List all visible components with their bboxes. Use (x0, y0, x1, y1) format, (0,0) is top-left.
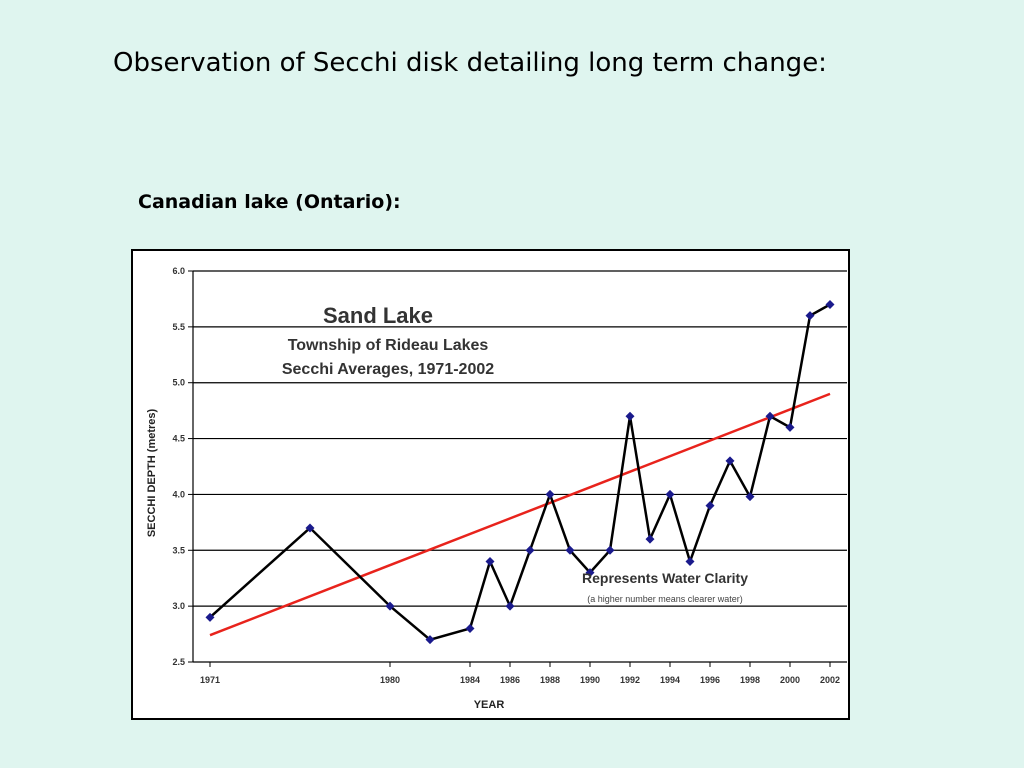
series-line (210, 305, 830, 640)
x-tick-label: 2000 (779, 675, 801, 685)
annotation (582, 570, 748, 604)
x-tick-label: 1980 (379, 675, 401, 685)
y-tick-label: 3.0 (172, 601, 185, 612)
x-tick-label: 1984 (459, 675, 481, 685)
x-tick-label: 2002 (819, 675, 841, 685)
y-tick-label: 6.0 (172, 266, 185, 276)
data-point-marker (546, 490, 555, 499)
data-point-marker (646, 535, 655, 544)
grid-layer (188, 271, 847, 667)
chart-frame (131, 249, 850, 720)
chart-subtitle-line-2: Secchi Averages, 1971-2002 (281, 361, 495, 378)
data-point-marker (526, 546, 535, 555)
y-tick-label: 3.5 (172, 545, 185, 556)
y-tick-label: 4.5 (172, 433, 185, 444)
chart-subtitle-line-1: Township of Rideau Lakes (287, 337, 489, 354)
x-tick-label: 1994 (659, 675, 681, 685)
slide-subtitle: Canadian lake (Ontario): (138, 191, 401, 213)
x-tick-label: 1998 (739, 675, 761, 685)
y-axis-label: SECCHI DEPTH (metres) (146, 408, 158, 538)
data-point-marker (506, 602, 515, 611)
series-layer (210, 305, 830, 640)
x-tick-label: 1990 (579, 675, 601, 685)
x-tick-label: 1996 (699, 675, 721, 685)
tick-layer (172, 266, 840, 685)
data-point-marker (466, 624, 475, 633)
y-tick-label: 2.5 (172, 657, 185, 667)
data-point-marker (486, 557, 495, 566)
data-point-marker (666, 490, 675, 499)
data-point-marker (686, 557, 695, 566)
data-point-marker (626, 412, 635, 421)
x-axis-label: YEAR (473, 699, 505, 711)
x-tick-label: 1986 (499, 675, 521, 685)
y-tick-label: 4.0 (172, 489, 185, 500)
y-tick-label: 5.0 (172, 377, 185, 388)
annotation-label: Represents Water Clarity (582, 570, 748, 586)
slide-title: Observation of Secchi disk detailing long term change: (113, 48, 827, 78)
chart-titles (282, 303, 494, 378)
x-tick-label: 1988 (539, 675, 561, 685)
secchi-chart (133, 251, 848, 718)
x-tick-label: 1971 (199, 675, 221, 685)
x-tick-label: 1992 (619, 675, 641, 685)
chart-title: Sand Lake (322, 303, 434, 328)
y-tick-label: 5.5 (172, 321, 185, 332)
annotation-note: (a higher number means clearer water) (587, 594, 743, 604)
data-point-marker (706, 501, 715, 510)
